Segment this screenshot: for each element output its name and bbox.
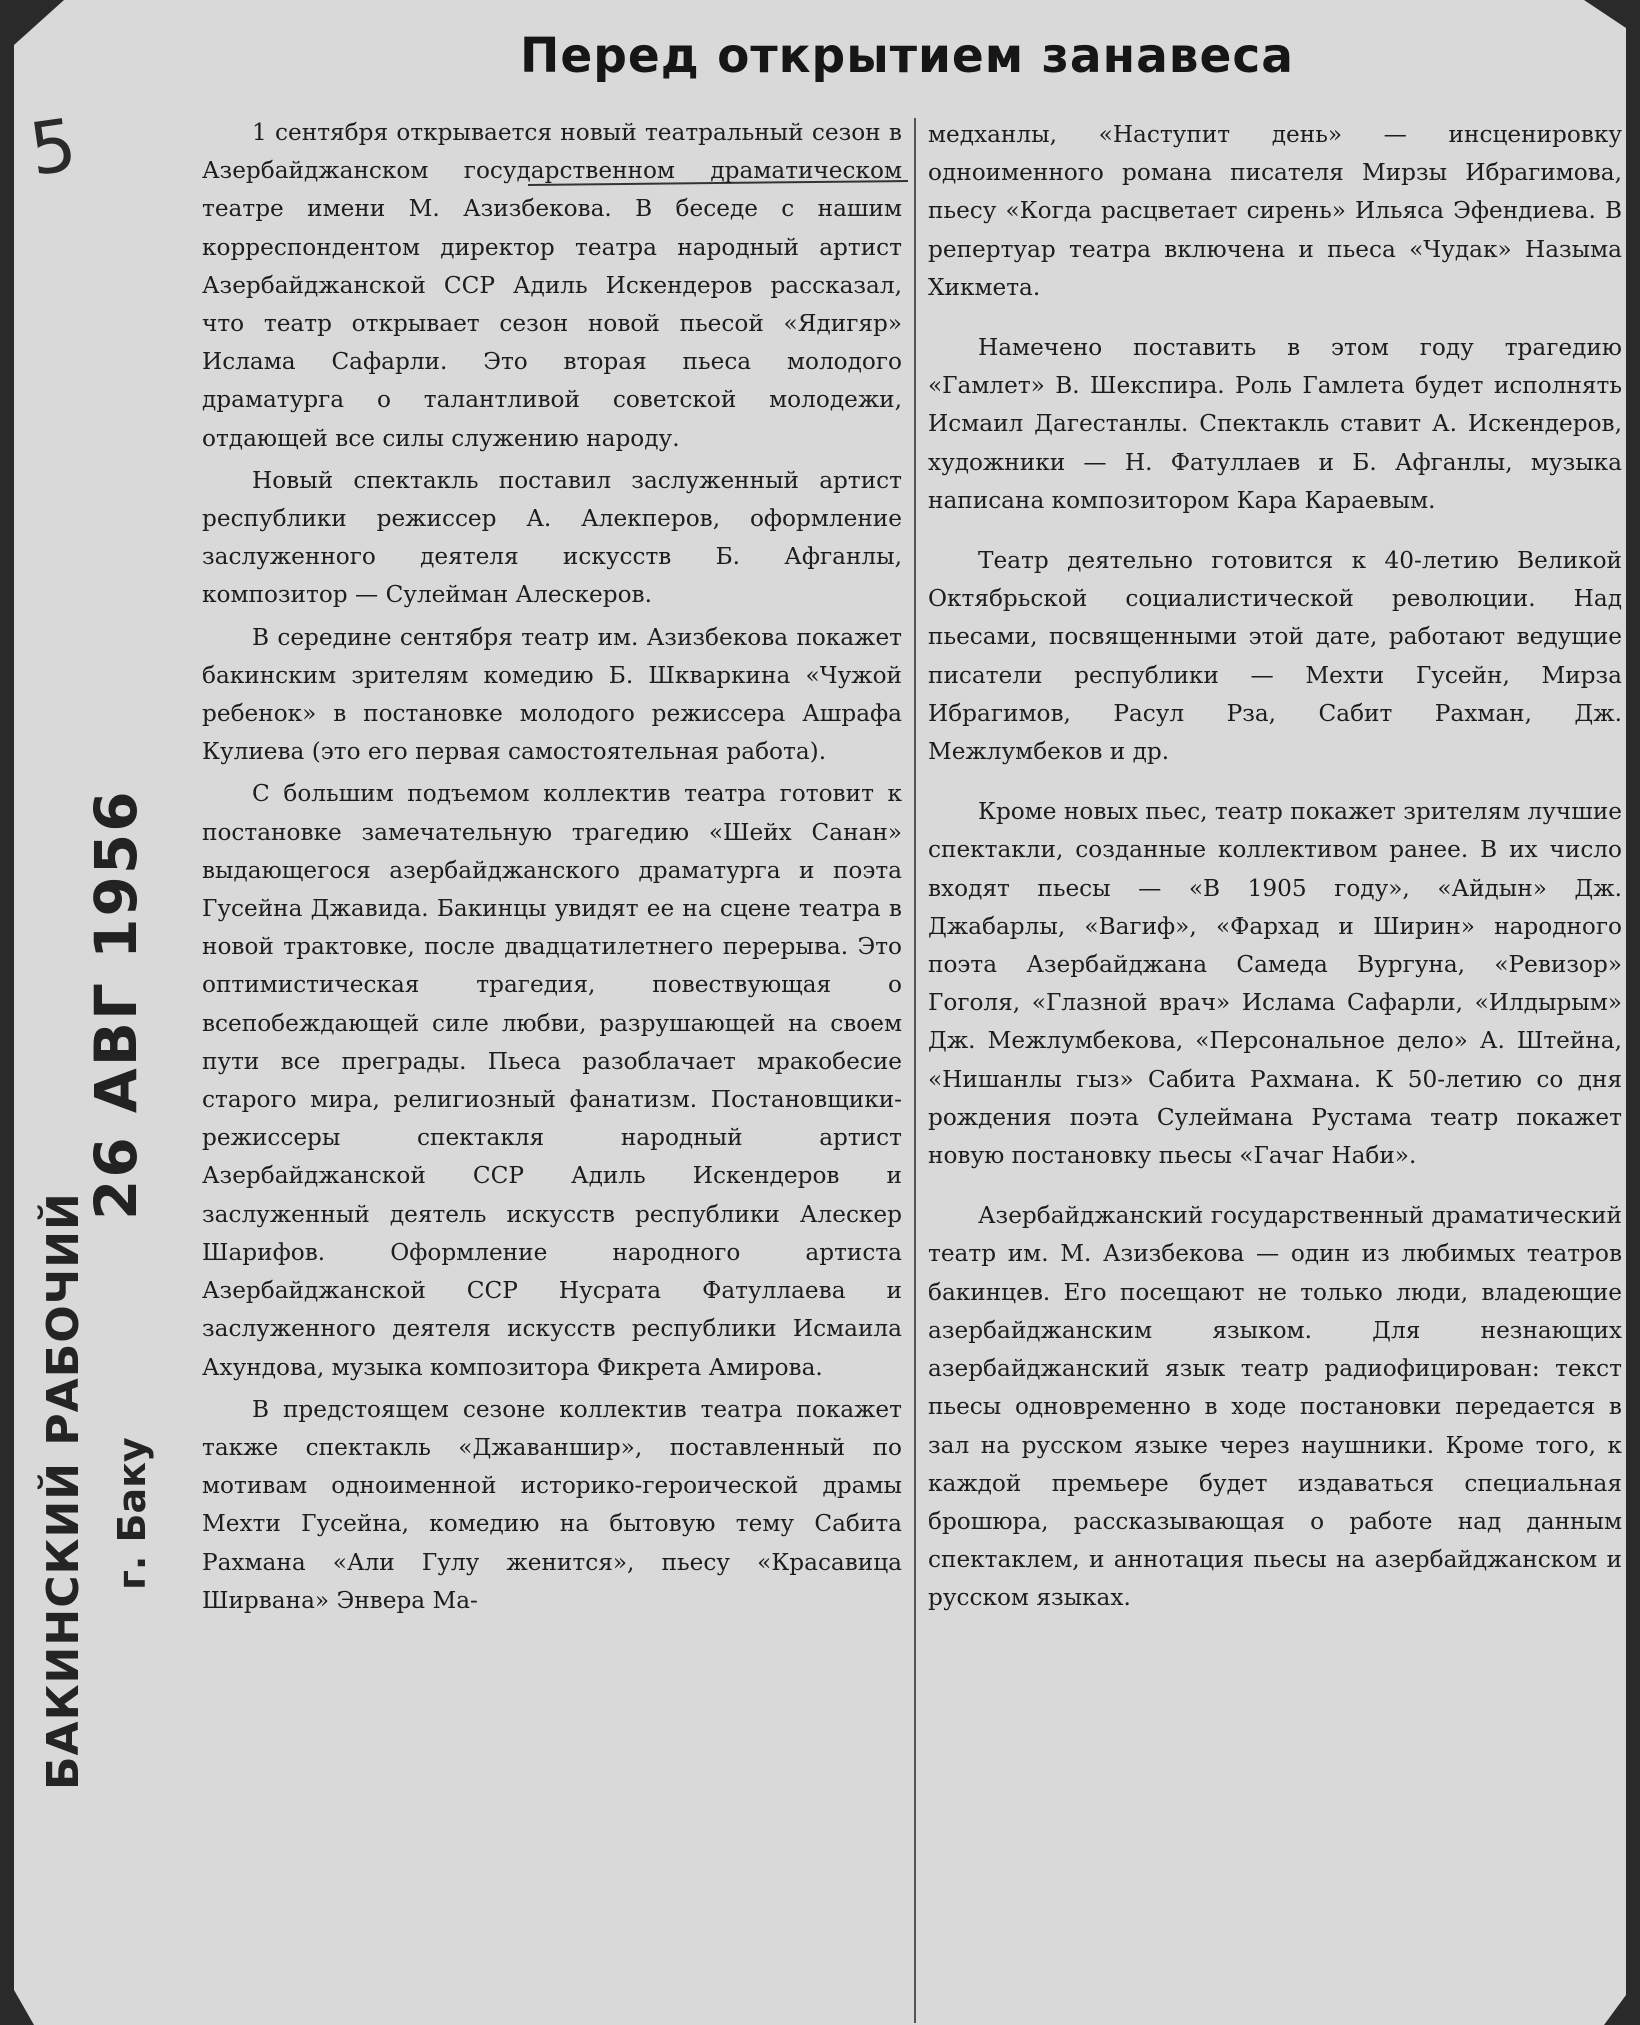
paragraph: Театр деятельно готовится к 40-летию Великой Октябрьской социалистической революции. Над пьесами, посвященными этой дате, работают ведущие писатели республики — Мехти Гусейн, Мирза Ибрагимов, Расул Рза, Сабит Рахман, Дж. Межлумбеков и др. [928, 547, 1622, 766]
paragraph: Азербайджанский государственный драматический театр им. М. Азизбекова — один из любимых театров бакинцев. Его посещают не только люди, владеющие азербайджанским языком. Для незнающих азербайджанский язык театр радиофицирован: текст пьесы одновременно в ходе постановки передается в зал на русском языке через наушники. Кроме того, к каждой премьере будет издаваться специальная брошюра, рассказывающая о работе над данным спектаклем, и аннотация пьесы на азербайджанском и русском языках. [928, 1202, 1622, 1612]
paragraph: 1 сентября открывается новый театральный сезон в Азербайджанском государственном драматическом театре имени М. Азизбекова. В беседе с нашим корреспондентом директор театра народный артист Азербайджанской ССР Адиль Искендеров рассказал, что театр открывает сезон новой пьесой «Ядигяр» Ислама Сафарли. Это вторая пьеса молодого драматурга о талантливой советской молодежи, отдающей все силы служению народу. [202, 119, 902, 452]
handwritten-page-number: 5 [24, 102, 82, 192]
city-stamp: г. Баку [110, 1437, 154, 1590]
newspaper-name-stamp: БАКИНСКИЙ РАБОЧИЙ [38, 1192, 89, 1790]
paragraph: медханлы, «Наступит день» — инсценировку одноименного романа писателя Мирзы Ибрагимова, пьесу «Когда расцветает сирень» Ильяса Эфендиева. В репертуар театра включена и пьеса «Чудак» Назыма Хикмета. [928, 121, 1622, 301]
paragraph: Намечено поставить в этом году трагедию «Гамлет» В. Шекспира. Роль Гамлета будет исполнять Исмаил Дагестанлы. Спектакль ставит А. Искендеров, художники — Н. Фатуллаев и Б. Афганлы, музыка написана композитором Кара Караевым. [928, 334, 1622, 514]
paragraph: В предстоящем сезоне коллектив театра покажет также спектакль «Джаваншир», поставленный по мотивам одноименной историко-героической драмы Мехти Гусейна, комедию на бытовую тему Сабита Рахмана «Али Гулу женится», пьесу «Красавица Ширвана» Энвера Ма- [202, 1395, 902, 1614]
left-column [202, 114, 902, 1624]
column-divider [914, 118, 916, 2023]
right-column [928, 116, 1622, 1622]
paragraph: Новый спектакль поставил заслуженный артист республики режиссер А. Алекперов, оформление заслуженного деятеля искусств Б. Афганлы, композитор — Сулейман Алескеров. [202, 466, 902, 609]
paragraph: С большим подъемом коллектив театра готовит к постановке замечательную трагедию «Шейх Санан» выдающегося азербайджанского драматурга и поэта Гусейна Джавида. Бакинцы увидят ее на сцене театра в новой трактовке, после двадцатилетнего перерыва. Это оптимистическая трагедия, повествующая о всепобеждающей силе любви, разрушающей на своем пути все преграды. Пьеса разоблачает мракобесие старого мира, религиозный фанатизм. Постановщики-режиссеры спектакля народный артист Азербайджанской ССР Адиль Искендеров и заслуженный деятель искусств республики Алескер Шарифов. Оформление народного артиста Азербайджанской ССР Нусрата Фатуллаева и заслуженного деятеля искусств республики Исмаила Ахундова, музыка композитора Фикрета Амирова. [202, 780, 902, 1381]
paragraph: Кроме новых пьес, театр покажет зрителям лучшие спектакли, созданные коллективом ранее. В их число входят пьесы — «В 1905 году», «Айдын» Дж. Джабарлы, «Вагиф», «Фархад и Ширин» народного поэта Азербайджана Самеда Вургуна, «Ревизор» Гоголя, «Глазной врач» Ислама Сафарли, «Илдырым» Дж. Межлумбекова, «Персональное дело» А. Штейна, «Нишанлы гыз» Сабита Рахмана. К 50-летию со дня рождения поэта Сулеймана Рустама театр покажет новую постановку пьесы «Гачаг Наби». [928, 798, 1622, 1170]
article-headline: Перед открытием занавеса [520, 28, 1295, 84]
paragraph: В середине сентября театр им. Азизбекова покажет бакинским зрителям комедию Б. Шкваркина «Чужой ребенок» в постановке молодого режиссера Ашрафа Кулиева (это его первая самостоятельная работа). [202, 623, 902, 766]
date-stamp: 26 АВГ 1956 [82, 789, 150, 1220]
